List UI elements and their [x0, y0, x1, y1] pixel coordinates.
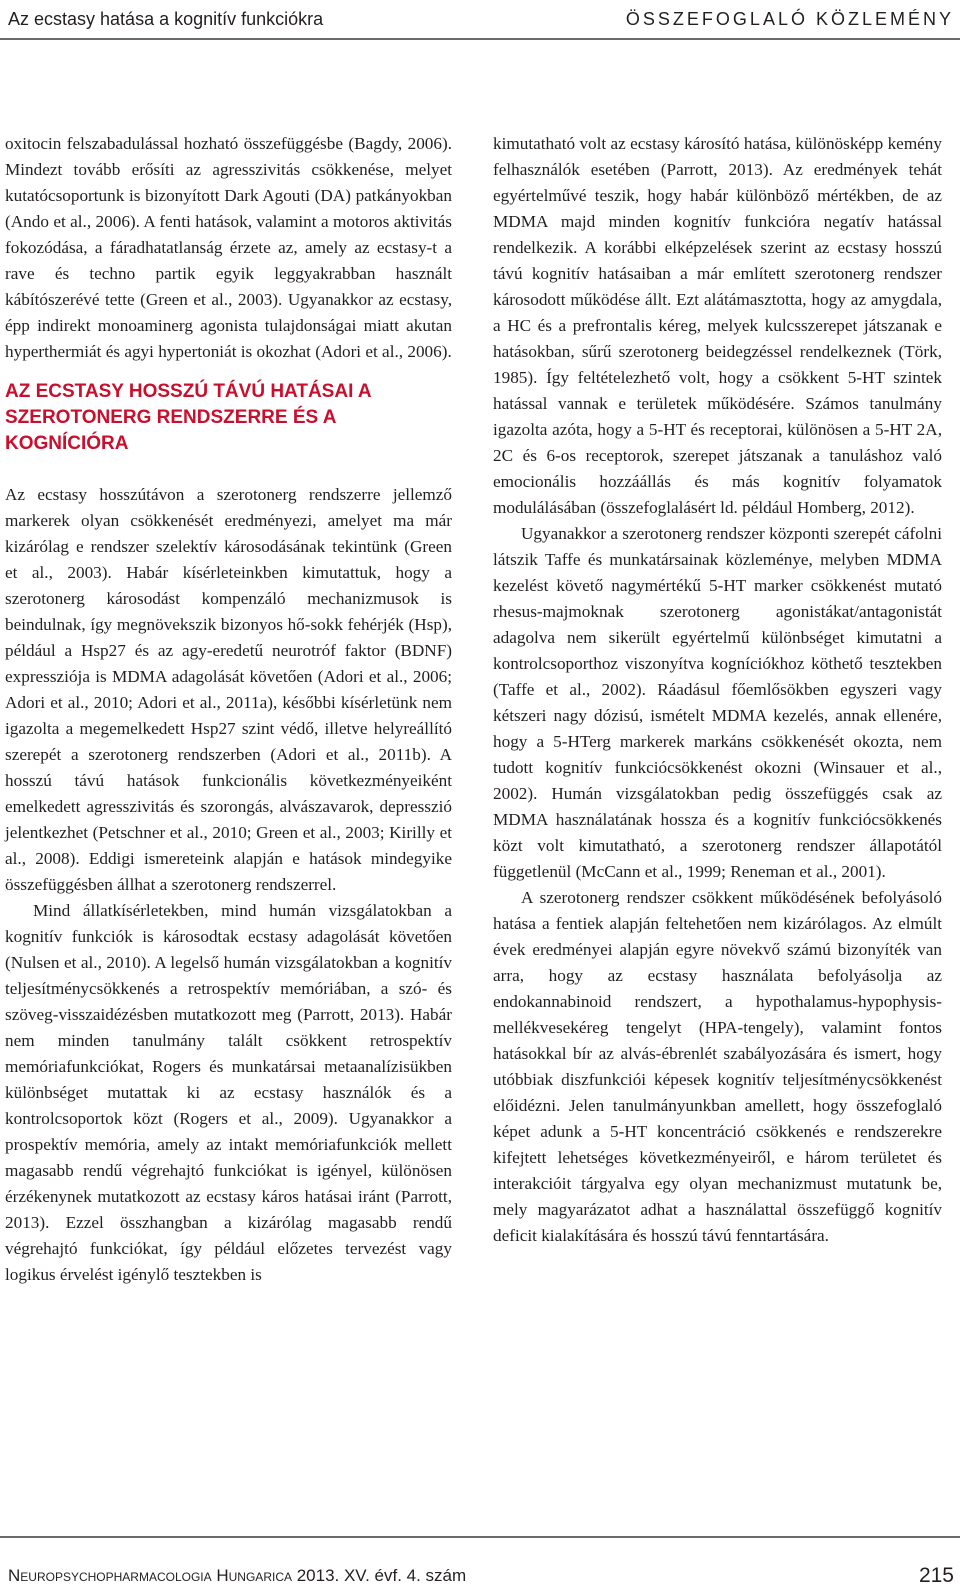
body-paragraph: Mind állatkísérletekben, mind humán vizsgálatokban a kognitív funkciók is károsodtak ecstasy adagolását követően (Nulsen et al., 2010). A legelső humán vizsgálatokban a kognitív teljesítménycsökkenés a retrospektív memóriában, a szó- és szöveg-visszaidézésben mutatkozott meg (Parrott, 2013). Habár nem minden tanulmány talált csökkent retrospektív memóriafunkciókat, Rogers és munkatársai metaanalízisükben különbséget mutattak ki az ecstasy használók és a kontrolcsoportok közt (Rogers et al., 2009). Ugyanakkor a prospektív memória, amely az intakt memóriafunkciók mellett magasabb rendű végrehajtó funkciókat is igényel, különösen érzékenynek mutatkozott az ecstasy káros hatásai iránt (Parrott, 2013). Ezzel összhangban a kizárólag magasabb rendű végrehajtó funkciókat, így például előzetes tervezést vagy logikus érvelést igénylő tesztekben is	[5, 901, 452, 1284]
body-paragraph: A szerotonerg rendszer csökkent működésének befolyásoló hatása a fentiek alapján feltehetően nem kizárólagos. Az elmúlt évek eredményei alapján egyre növekvő számú bizonyíték van arra, hogy az ecstasy használata befolyásolja az endokannabinoid rendszert, a hypothalamus-hypophysis-mellékvesekéreg tengelyt (HPA-tengely), valamint fontos hatásokkal bír az alvás-ébrenlét szabályozására és ismert, hogy utóbbiak diszfunkciói képesek kognitív teljesítménycsökkenést előidézni. Jelen tanulmányunkban amellett, hogy összefoglaló képet adunk a 5-HT koncentráció csökkenés e rendszerekre kifejtett lehetséges következményeiről, e három területet és interakcióit tárgyalva egy olyan mechanizmust mutatunk be, mely magyarázatot adhat a használattal összefüggő kognitív deficit kialakítására és hosszú távú fenntartására.	[493, 888, 942, 1245]
body-paragraph: Ugyanakkor a szerotonerg rendszer központi szerepét cáfolni látszik Taffe és munkatársainak közleménye, melyben MDMA kezelést követő nagymértékű 5-HT marker csökkenést mutató rhesus-majmoknak szerotonerg agonistákat/antagonistát adagolva nem sikerült egyértelmű különbséget kimutatni a kontrolcsoporthoz viszonyítva kogníciókhoz köthető tesztekben (Taffe et al., 2002). Ráadásul főemlősökben egyszeri vagy kétszeri nagy dózisú, ismételt MDMA kezelés, annak ellenére, hogy a 5-HTerg markerek markáns csökkenését okozta, nem tudott kognitív funkciócsökkenést okozni (Winsauer et al., 2002). Humán vizsgálatokban pedig összefüggés csak az MDMA használatának hossza és a kognitív funkciócsökkenés közt volt kimutatható, a szerotonerg rendszer állapotától függetlenül (McCann et al., 1999; Reneman et al., 2001).	[493, 524, 942, 881]
running-title: Az ecstasy hatása a kognitív funkciókra	[8, 8, 324, 29]
running-header	[0, 0, 960, 40]
body-paragraph: oxitocin felszabadulással hozható összefüggésbe (Bagdy, 2006). Mindezt tovább erősíti az agresszivitás csökkenése, melyet kutatócsoportunk is bizonyított Dark Agouti (DA) patkányokban (Ando et al., 2006). A fenti hatások, valamint a motoros aktivitás fokozódása, a fáradhatatlanság érzete az, amely az ecstasy-t a rave és techno partik egyik leggyakrabban használt kábítószerévé tette (Green et al., 2003). Ugyanakkor az ecstasy, épp indirekt monoaminerg agonista tulajdonságai miatt akutan hyperthermiát és agyi hypertoniát is okozhat (Adori et al., 2006).	[5, 134, 452, 361]
page-number: 215	[918, 1564, 954, 1587]
journal-issue: 2013. XV. évf. 4. szám	[291, 1566, 467, 1585]
body-paragraph: kimutatható volt az ecstasy károsító hatása, különösképp kemény felhasználók esetében (Parrott, 2013). Az eredmények tehát egyértelművé teszik, hogy habár különböző mértékben, de az MDMA majd minden kognitív funkcióra negatív hatással rendelkezik. A korábbi elképzelések szerint az ecstasy hosszú távú kognitív hatásaiban a már említett szerotonerg rendszer károsodott működése állt. Ezt alátámasztotta, hogy az amygdala, a HC és a prefrontalis kéreg, melyek kulcsszerepet játszanak e hatásokban, sűrű szerotonerg beidegzéssel rendelkeznek (Törk, 1985). Így feltételezhető volt, hogy a csökkent 5-HT szintek hatással vannak e területek működésére. Számos tanulmány igazolta azóta, hogy a 5-HT és receptorai, különösen a 5-HT 2A, 2C és 6-os receptorok, szerepet játszanak a tanuláshoz való emocionális hozzáállás és más kognitív folyamatok modulálásában (összefoglalásért ld. például Homberg, 2012).	[493, 134, 942, 517]
journal-name: Neuropsychopharmacologia Hungarica	[8, 1566, 292, 1585]
journal-citation	[8, 1566, 466, 1590]
left-column	[5, 131, 452, 1288]
page-footer	[0, 1536, 960, 1590]
article-type: ÖSSZEFOGLALÓ KÖZLEMÉNY	[625, 8, 954, 29]
body-paragraph: Az ecstasy hosszútávon a szerotonerg rendszerre jellemző markerek olyan csökkenését eredményezi, amelyet ma már kizárólag e rendszer szelektív károsodásának tekintünk (Green et al., 2003). Habár kísérleteinkben kimutattuk, hogy a szerotonerg károsodást kompenzáló mechanizmusok is beindulnak, így megnövekszik bizonyos hő-sokk fehérjék (Hsp), például a Hsp27 és az agy-eredetű neurotróf faktor (BDNF) expressziója is MDMA adagolását követően (Adori et al., 2006; Adori et al., 2010; Adori et al., 2011a), későbbi kísérletünk nem igazolta a megemelkedett Hsp27 szint védő, illetve helyreállító szerepét a szerotonerg rendszerben (Adori et al., 2011b). A hosszú távú hatások funkcionális következményeiként emelkedett agresszivitás és szorongás, alvászavarok, depresszió jelentkezhet (Petschner et al., 2010; Green et al., 2003; Kirilly et al., 2008). Eddigi ismereteink alapján e hatások mindegyike összefüggésben állhat a szerotonerg rendszerrel.	[5, 485, 452, 894]
section-heading: AZ ECSTASY HOSSZÚ TÁVÚ HATÁSAI A SZEROTONERG RENDSZERRE ÉS A KOGNÍCIÓRA	[5, 381, 371, 454]
right-column	[493, 131, 942, 1249]
